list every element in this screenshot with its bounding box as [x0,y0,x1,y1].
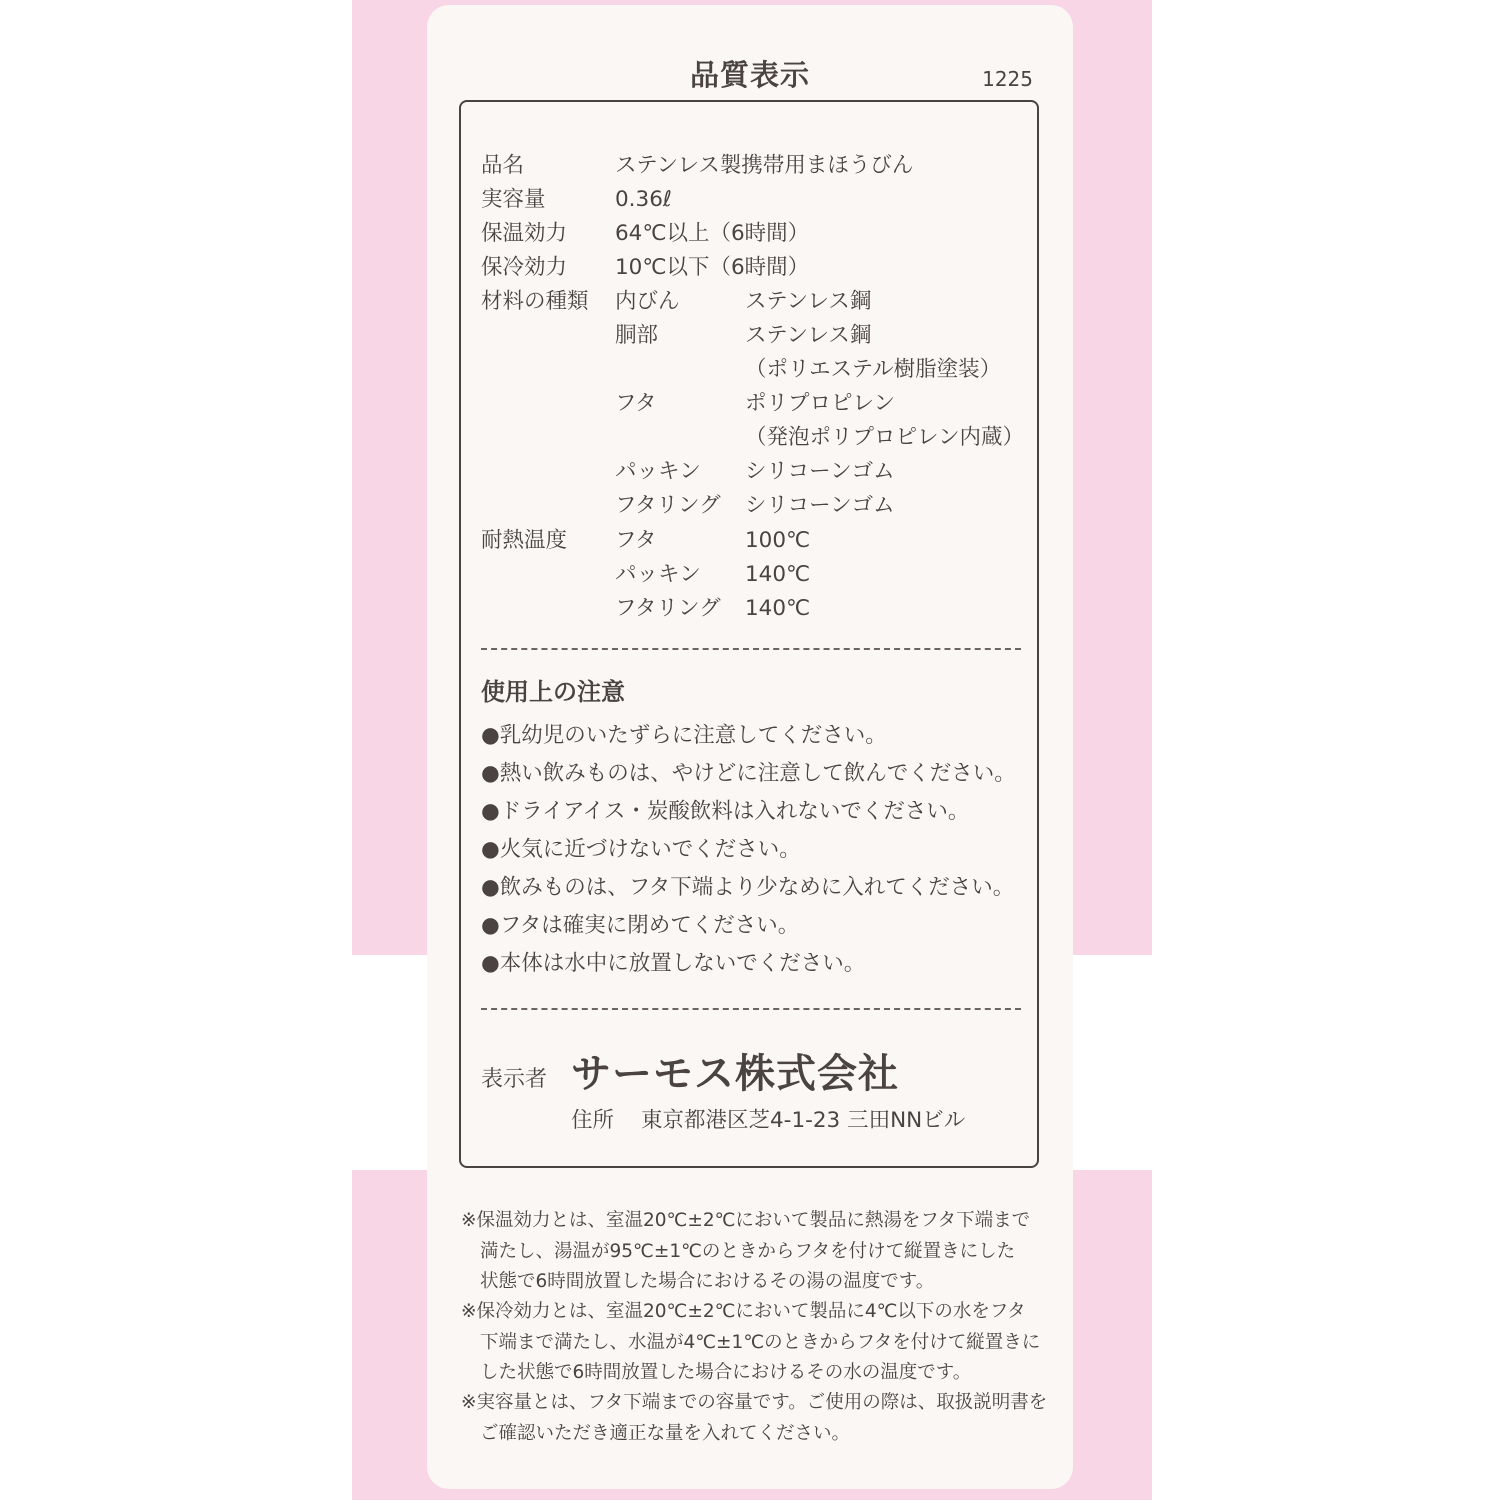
material-value: シリコーンゴム [745,493,895,518]
publisher-label: 表示者 [481,1067,548,1092]
caution-item: ●火気に近づけないでください。 [481,837,801,862]
spec-label: 耐熱温度 [481,528,568,553]
footnote-capacity [461,1388,1051,1449]
material-part: 胴部 [615,323,659,348]
footnote-cold-retention [461,1297,1051,1389]
material-value: ステンレス鋼 [745,289,872,314]
spec-label: 品名 [481,153,525,178]
material-value: ポリプロピレン [745,391,895,416]
spec-label: 実容量 [481,187,546,212]
spec-value: 0.36ℓ [615,187,672,212]
caution-item: ●フタは確実に閉めてください。 [481,913,800,938]
heat-resistance-value: 140℃ [745,596,811,621]
material-part: フタリング [615,493,721,518]
heat-resistance-value: 100℃ [745,528,811,553]
footnote-line: ※保温効力とは、室温20℃±2℃において製品に熱湯をフタ下端まで [461,1210,1031,1231]
caution-item: ●乳幼児のいたずらに注意してください。 [481,723,887,748]
spec-value: 10℃以下（6時間） [615,255,810,280]
heat-resistance-part: パッキン [615,562,701,587]
spec-label: 材料の種類 [481,289,589,314]
address-value: 東京都港区芝4-1-23 三田NNビル [641,1108,966,1133]
divider [481,648,1021,650]
spec-label: 保冷効力 [481,255,568,280]
spec-value: ステンレス製携帯用まほうびん [615,153,914,178]
material-part: フタ [615,391,657,416]
caution-item: ●飲みものは、フタ下端より少なめに入れてください。 [481,875,1015,900]
material-part: パッキン [615,459,701,484]
footnote-line: 状態で6時間放置した場合におけるその湯の温度です。 [480,1271,935,1292]
material-value: ステンレス鋼 [745,323,872,348]
material-part: 内びん [615,289,680,314]
footnote-line: 下端まで満たし、水温が4℃±1℃のときからフタを付けて縦置きに [480,1331,1041,1353]
heat-resistance-value: 140℃ [745,562,811,587]
footnote-heat-retention [461,1206,1051,1298]
footnote-line: した状態で6時間放置した場合におけるその水の温度です。 [480,1362,972,1383]
address-label: 住所 [571,1108,615,1133]
cautions-heading: 使用上の注意 [481,678,625,706]
quality-label-card [427,5,1073,1489]
page-title: 品質表示 [689,58,810,92]
material-value: （発泡ポリプロピレン内蔵） [745,425,1024,450]
caution-item: ●ドライアイス・炭酸飲料は入れないでください。 [481,799,970,824]
spec-value: 64℃以上（6時間） [615,221,810,246]
label-code: 1225 [982,67,1033,91]
caution-item: ●本体は水中に放置しないでください。 [481,951,866,976]
footnote-line: ※実容量とは、フタ下端までの容量です。ご使用の際は、取扱説明書を [461,1392,1048,1413]
divider [481,1008,1021,1010]
spec-label: 保温効力 [481,221,568,246]
footnote-line: 満たし、湯温が95℃±1℃のときからフタを付けて縦置きにした [480,1240,1016,1262]
spec-box [459,100,1039,1168]
material-value: シリコーンゴム [745,459,895,484]
heat-resistance-part: フタリング [615,596,721,621]
publisher-name: サーモス株式会社 [571,1051,899,1097]
heat-resistance-part: フタ [615,528,657,553]
material-value: （ポリエステル樹脂塗装） [745,357,1002,382]
footnote-line: ※保冷効力とは、室温20℃±2℃において製品に4℃以下の水をフタ [461,1301,1026,1322]
footnote-line: ご確認いただき適正な量を入れてください。 [480,1422,851,1444]
caution-item: ●熱い飲みものは、やけどに注意して飲んでください。 [481,761,1016,786]
